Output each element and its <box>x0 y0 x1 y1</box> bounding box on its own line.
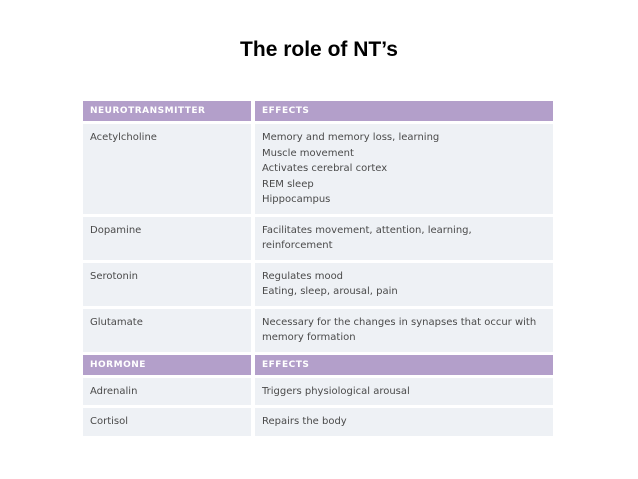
table-row <box>83 408 553 436</box>
effect-line: REM sleep <box>262 178 314 190</box>
effect-line: Memory and memory loss, learning <box>262 132 440 143</box>
row-name: Acetylcholine <box>83 124 251 214</box>
row-effects <box>255 309 553 352</box>
row-effects <box>255 378 553 406</box>
effect-line: Regulates mood <box>262 270 344 282</box>
row-effects <box>255 263 553 306</box>
row-name: Glutamate <box>83 309 251 352</box>
table-row <box>83 309 553 352</box>
row-effects <box>255 217 553 260</box>
row-name: Adrenalin <box>83 378 251 406</box>
effect-line: memory formation <box>262 332 356 343</box>
roles-table <box>83 101 553 439</box>
effect-line: Activates cerebral cortex <box>262 163 388 174</box>
row-name: Dopamine <box>83 217 251 260</box>
effect-line: Muscle movement <box>262 147 354 159</box>
row-name: Cortisol <box>83 408 251 436</box>
table-row <box>83 217 553 260</box>
effect-line: reinforcement <box>262 240 333 251</box>
table-row <box>83 263 553 306</box>
table-row <box>83 378 553 406</box>
effect-line: Repairs the body <box>262 416 347 427</box>
effect-line: Hippocampus <box>262 194 331 205</box>
header-hormone: HORMONE <box>83 355 251 375</box>
effect-line: Triggers physiological arousal <box>262 385 410 397</box>
table-row <box>83 124 553 214</box>
effect-line: Facilitates movement, attention, learning, <box>262 224 472 236</box>
page-title: The role of NT’s <box>240 38 398 61</box>
header-neurotransmitter: NEUROTRANSMITTER <box>83 101 251 121</box>
header-effects: EFFECTS <box>255 101 553 121</box>
row-name: Serotonin <box>83 263 251 306</box>
row-effects <box>255 124 553 214</box>
table-header-hormone <box>83 355 553 375</box>
header-effects: EFFECTS <box>255 355 553 375</box>
effect-line: Eating, sleep, arousal, pain <box>262 286 398 297</box>
table-header-neurotransmitter <box>83 101 553 121</box>
effect-line: Necessary for the changes in synapses that occur with <box>262 316 537 328</box>
row-effects <box>255 408 553 436</box>
